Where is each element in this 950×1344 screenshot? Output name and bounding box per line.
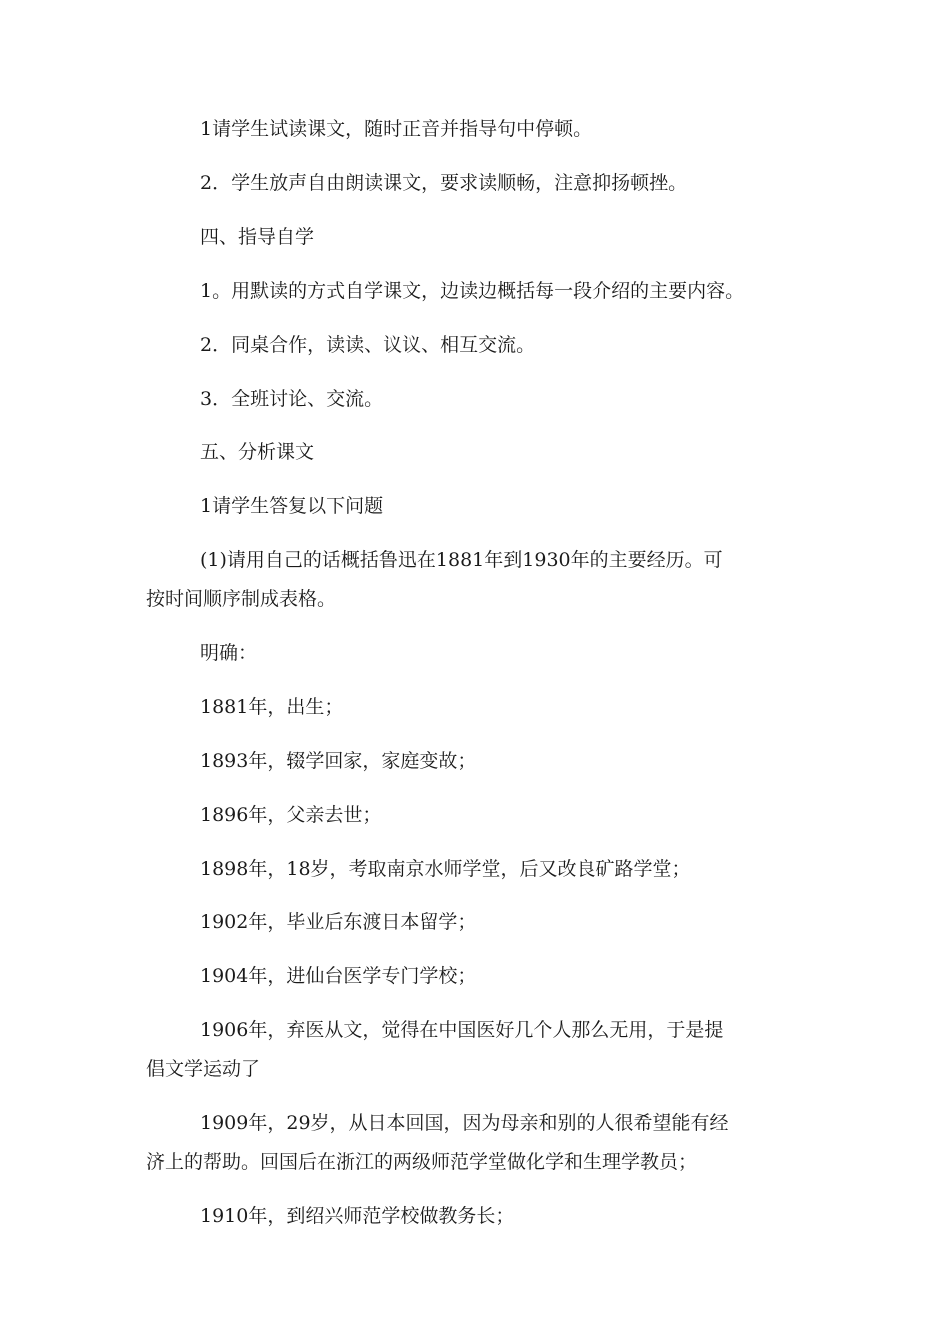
timeline-entry-1910: 1910年，到绍兴师范学校做教务长； [200,1205,515,1227]
paragraph-free-reading: 2．学生放声自由朗读课文，要求读顺畅，注意抑扬顿挫。 [200,172,688,194]
timeline-entry: 1902年，毕业后东渡日本留学； [200,911,477,933]
paragraph-trial-reading: 1请学生试读课文，随时正音并指导句中停顿。 [200,118,593,140]
question-1-line-2: 按时间顺序制成表格。 [146,588,337,610]
timeline-entry: 1893年，辍学回家，家庭变故； [200,750,477,772]
timeline-entry: 1881年，出生； [200,696,344,718]
paragraph-silent-reading: 1。用默读的方式自学课文，边读边概括每一段介绍的主要内容。 [200,280,745,302]
timeline-entry-1906-line-1: 1906年，弃医从文，觉得在中国医好几个人那么无用，于是提 [200,1019,724,1041]
timeline-entry-1909-line-1: 1909年，29岁，从日本回国，因为母亲和别的人很希望能有经 [200,1112,729,1134]
timeline-entry-1906-line-2: 倡文学运动了 [146,1058,261,1080]
timeline-entry-1906 [146,1018,796,1081]
paragraph-answer-questions: 1请学生答复以下问题 [200,495,384,517]
answer-label: 明确： [200,642,258,664]
timeline-entry-1909-line-2: 济上的帮助。回国后在浙江的两级师范学堂做化学和生理学教员； [146,1151,698,1173]
paragraph-class-discussion: 3．全班讨论、交流。 [200,388,384,410]
question-1 [146,548,796,611]
timeline-entry: 1896年，父亲去世； [200,804,382,826]
section-heading-analysis: 五、分析课文 [200,441,315,463]
timeline-entry-1909 [146,1111,796,1174]
timeline-entry: 1904年，进仙台医学专门学校； [200,965,477,987]
section-heading-self-study: 四、指导自学 [200,226,315,248]
question-1-line-1: (1)请用自己的话概括鲁迅在1881年到1930年的主要经历。可 [200,549,723,571]
paragraph-partner-work: 2．同桌合作，读读、议议、相互交流。 [200,334,536,356]
timeline-entry: 1898年，18岁，考取南京水师学堂，后又改良矿路学堂； [200,858,691,880]
